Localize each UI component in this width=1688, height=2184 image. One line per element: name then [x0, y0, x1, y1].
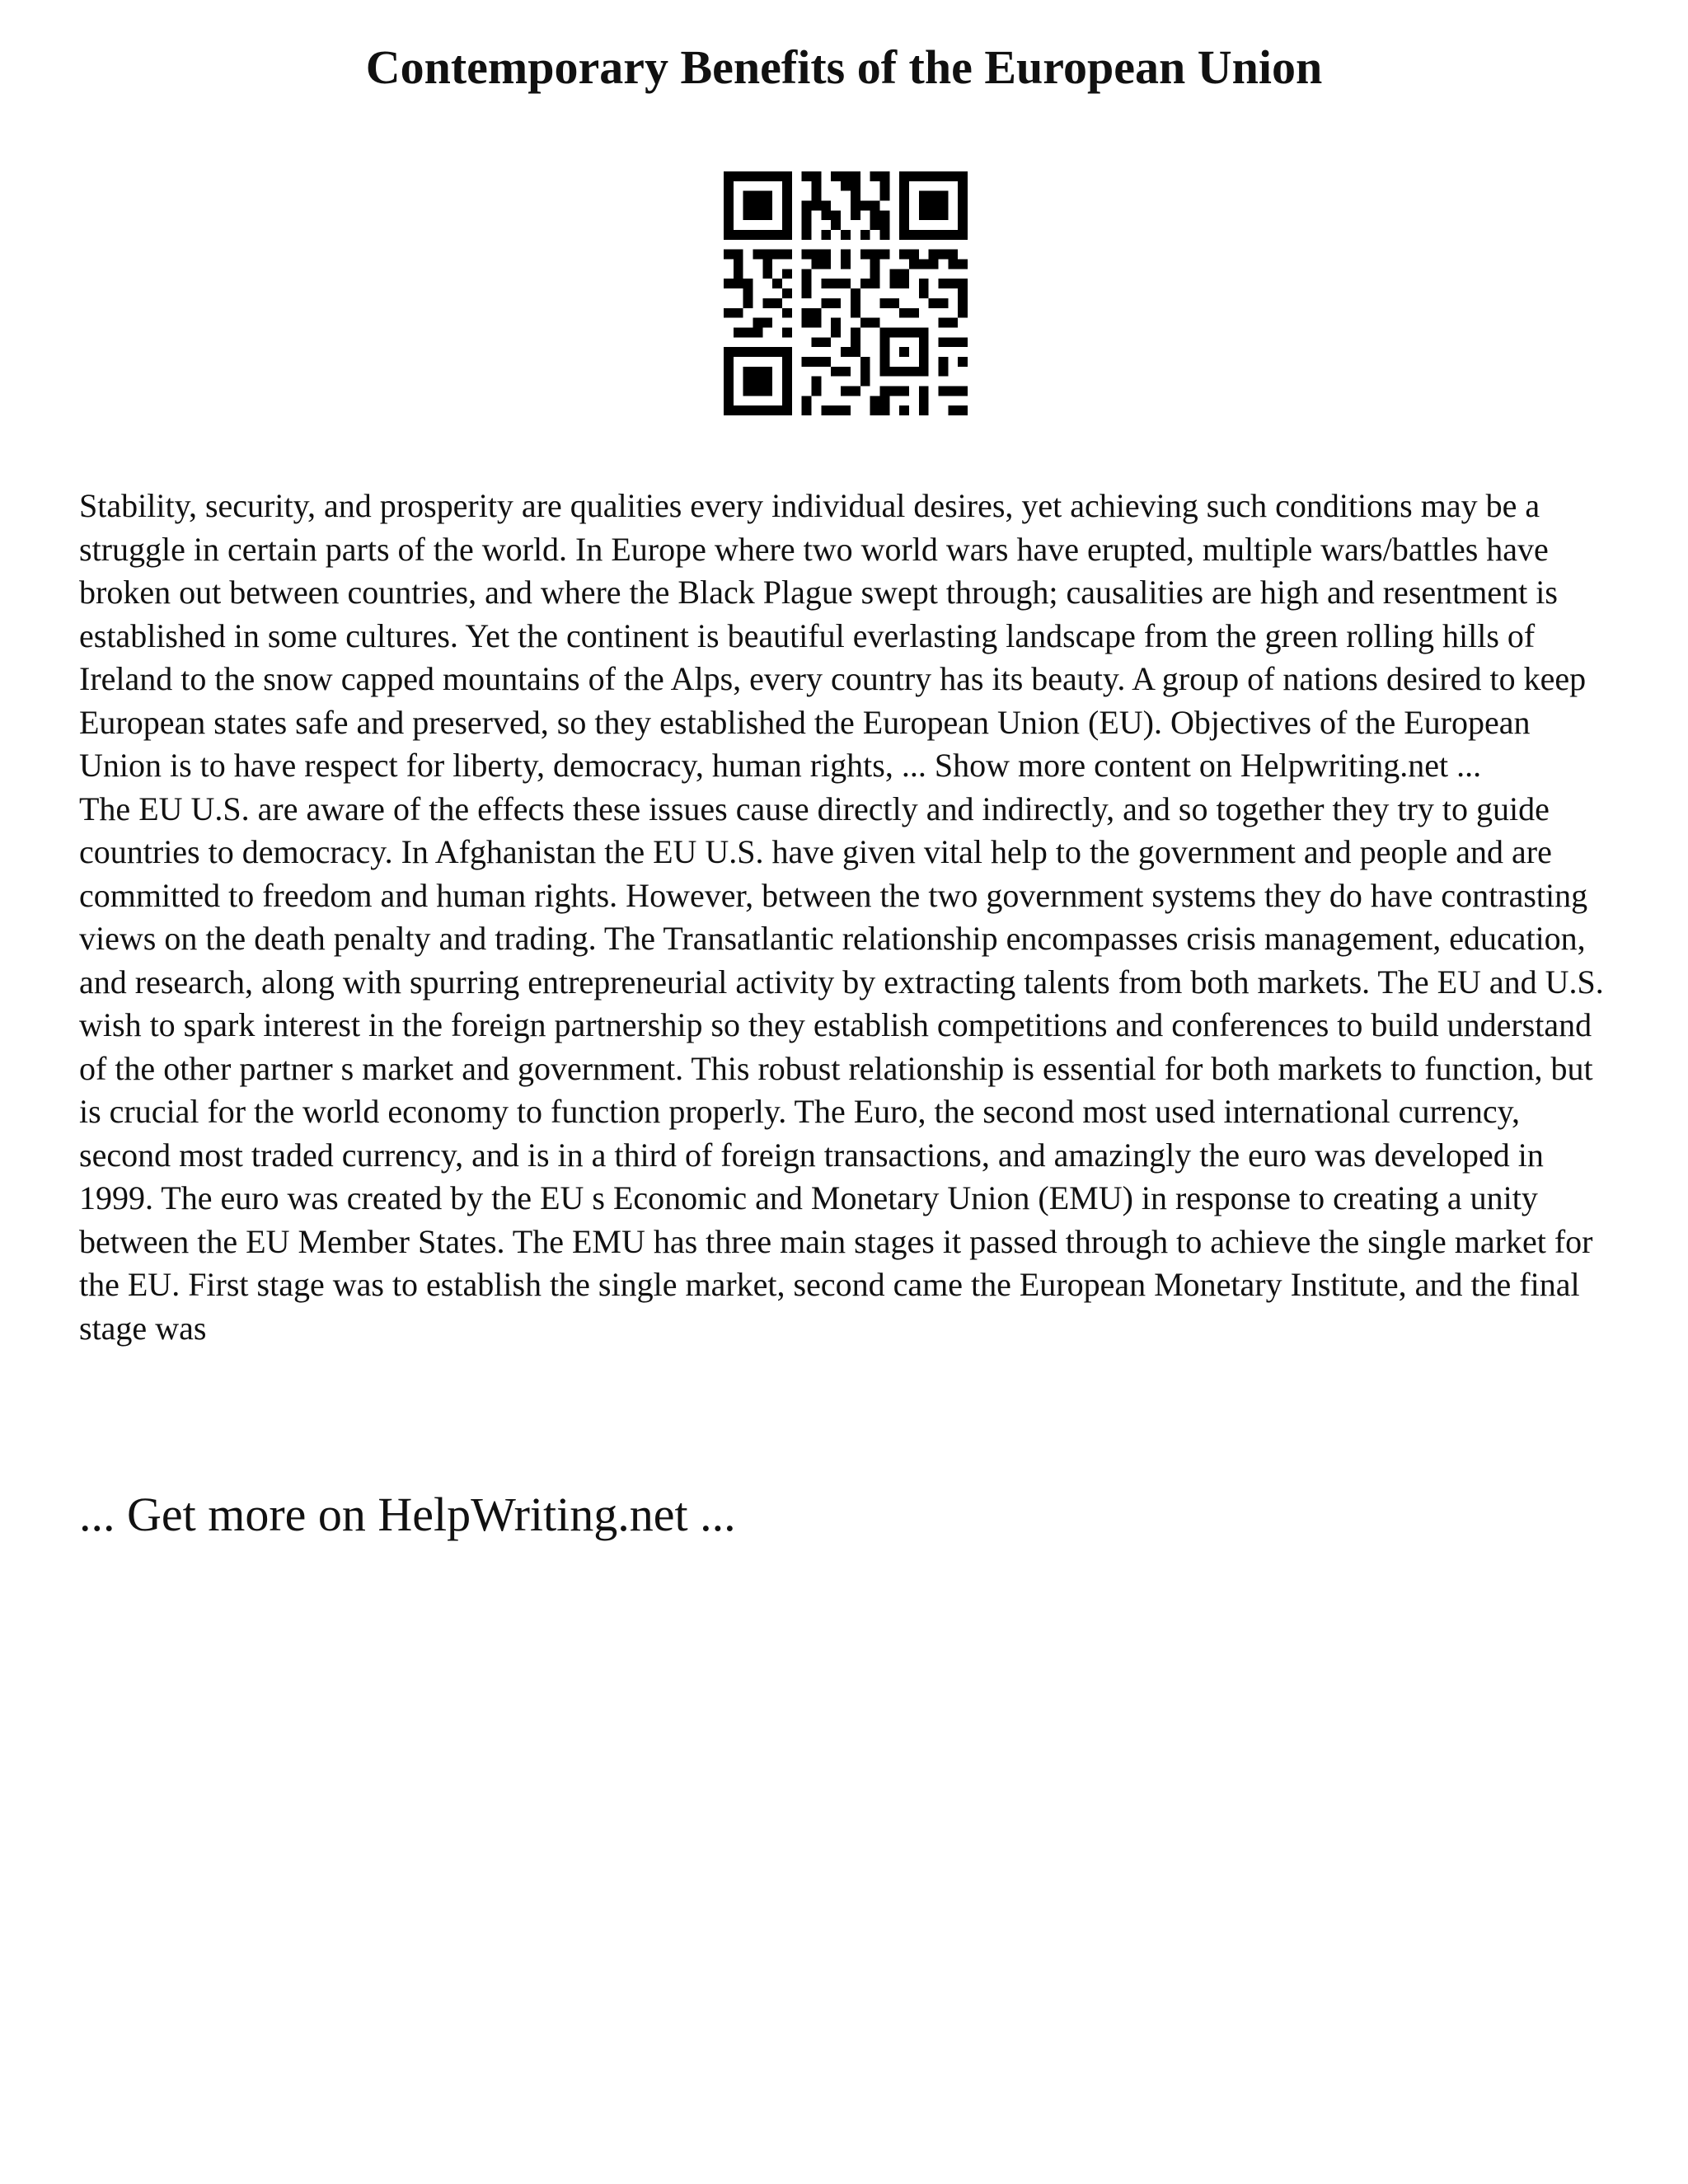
- article-paragraph: The EU U.S. are aware of the effects these issues cause directly and indirectly, and so together they try to guide countries to democracy. In Afghanistan the EU U.S. have given vital help to the government and people and are committed to freedom and human rights. However, between the two government systems they do have contrasting views on the death penalty and trading. The Transatlantic relationship encompasses crisis management, education, and research, along with spurring entrepreneurial activity by extracting talents from both markets. The EU and U.S. wish to spark interest in the foreign partnership so they establish competitions and conferences to build understand of the other partner s market and government. This robust relationship is essential for both markets to function, but is crucial for the world economy to function properly. The Euro, the second most used international currency, second most traded currency, and is in a third of foreign transactions, and amazingly the euro was developed in 1999. The euro was created by the EU s Economic and Monetary Union (EMU) in response to creating a unity between the EU Member States. The EMU has three main stages it passed through to achieve the single market for the EU. First stage was to establish the single market, second came the European Monetary Institute, and the final stage was: [79, 790, 1604, 1347]
- qr-code-icon[interactable]: [724, 171, 968, 415]
- document-title: Contemporary Benefits of the European Union: [365, 40, 1323, 94]
- get-more-link[interactable]: ... Get more on HelpWriting.net ...: [79, 1488, 736, 1541]
- article-body: [79, 485, 1612, 1350]
- article-paragraph: Stability, security, and prosperity are qualities every individual desires, yet achieving such conditions may be a struggle in certain parts of the world. In Europe where two world wars have erupted, multiple wars/battles have broken out between countries, and where the Black Plague swept through; causalities are high and resentment is established in some cultures. Yet the continent is beautiful everlasting landscape from the green rolling hills of Ireland to the snow capped mountains of the Alps, every country has its beauty. A group of nations desired to keep European states safe and preserved, so they established the European Union (EU). Objectives of the European Union is to have respect for liberty, democracy, human rights, ... Show more content on Helpwriting.net ...: [79, 487, 1587, 784]
